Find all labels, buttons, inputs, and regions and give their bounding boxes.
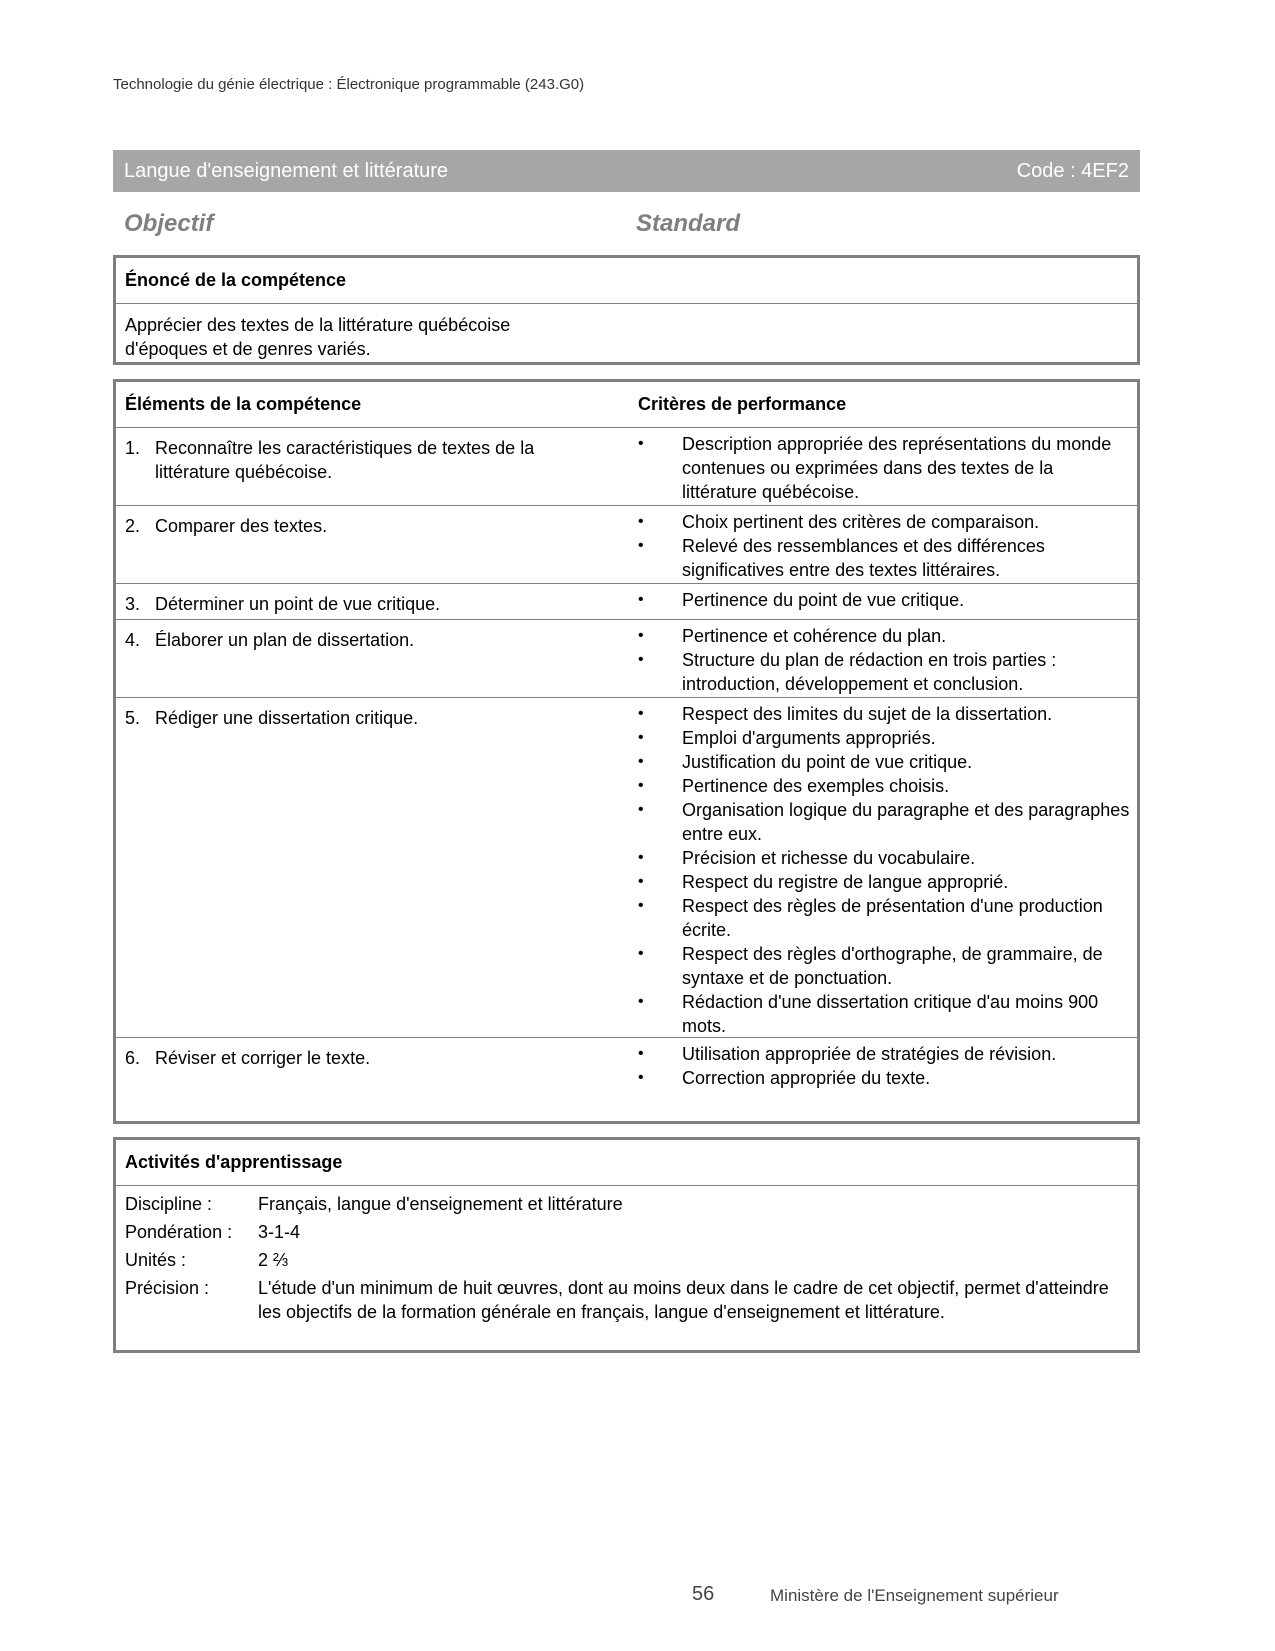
element-cell [125, 592, 595, 616]
criteria-heading: Critères de performance [638, 394, 847, 414]
criterion-text: Correction appropriée du texte. [682, 1068, 931, 1088]
bullet-icon: • [638, 627, 644, 644]
bullet-icon: • [638, 801, 644, 818]
bullet-icon: • [638, 849, 644, 866]
criterion-text: Respect des règles d'orthographe, de grammaire, de syntaxe et de ponctuation. [682, 944, 1103, 988]
elements-heading: Éléments de la compétence [125, 394, 362, 414]
criterion-item [638, 1042, 1133, 1066]
criterion-text: Description appropriée des représentations du monde contenues ou exprimées dans des textes de la littérature québécoise. [682, 434, 1112, 502]
activites-heading-row [116, 1140, 1137, 1186]
element-number: 3. [125, 594, 141, 614]
course-title: Langue d'enseignement et littérature [124, 159, 449, 182]
element-text: Rédiger une dissertation critique. [155, 708, 419, 728]
criteria-cell [638, 510, 1133, 582]
criterion-text: Pertinence du point de vue critique. [682, 590, 965, 610]
criterion-text: Respect des règles de présentation d'une production écrite. [682, 896, 1103, 940]
bullet-icon: • [638, 1045, 644, 1062]
criterion-item [638, 990, 1133, 1038]
enonce-text: Apprécier des textes de la littérature québécoise d'époques et de genres variés. [125, 315, 511, 359]
criteria-cell [638, 702, 1133, 1038]
criterion-item [638, 870, 1133, 894]
element-row [116, 506, 1137, 584]
element-cell [125, 514, 595, 538]
elements-heading-row [116, 382, 1137, 428]
elements-box [113, 379, 1140, 1124]
element-text: Comparer des textes. [155, 516, 328, 536]
bullet-icon: • [638, 729, 644, 746]
criterion-item [638, 432, 1133, 504]
page-number: 56 [692, 1583, 715, 1605]
objective-label: Objectif [124, 210, 214, 237]
criterion-item [638, 798, 1133, 846]
criterion-item [638, 510, 1133, 534]
element-cell [125, 436, 595, 484]
criterion-text: Respect du registre de langue approprié. [682, 872, 1009, 892]
criterion-item [638, 894, 1133, 942]
criterion-item [638, 942, 1133, 990]
activity-value: 3-1-4 [258, 1222, 301, 1242]
bullet-icon: • [638, 651, 644, 668]
criterion-item [638, 588, 1133, 612]
criterion-text: Structure du plan de rédaction en trois parties : introduction, développement et conclusion. [682, 650, 1057, 694]
criterion-item [638, 534, 1133, 582]
element-text: Réviser et corriger le texte. [155, 1048, 371, 1068]
bullet-icon: • [638, 1069, 644, 1086]
criterion-text: Organisation logique du paragraphe et des paragraphes entre eux. [682, 800, 1130, 844]
ministry-footer: Ministère de l'Enseignement supérieur [770, 1586, 1059, 1605]
criterion-item [638, 846, 1133, 870]
element-text: Élaborer un plan de dissertation. [155, 630, 415, 650]
activity-label: Pondération : [125, 1222, 233, 1242]
activity-line [125, 1248, 1128, 1272]
element-number: 5. [125, 708, 141, 728]
criterion-item [638, 774, 1133, 798]
activity-line [125, 1220, 1128, 1244]
enonce-heading: Énoncé de la compétence [125, 270, 347, 290]
criterion-text: Pertinence des exemples choisis. [682, 776, 950, 796]
element-number: 1. [125, 438, 141, 458]
bullet-icon: • [638, 945, 644, 962]
element-cell [125, 1046, 595, 1070]
element-number: 2. [125, 516, 141, 536]
activity-value: 2 ⅔ [258, 1250, 289, 1270]
bullet-icon: • [638, 513, 644, 530]
criterion-text: Utilisation appropriée de stratégies de révision. [682, 1044, 1057, 1064]
activites-box [113, 1137, 1140, 1353]
criterion-text: Justification du point de vue critique. [682, 752, 973, 772]
criteria-cell [638, 624, 1133, 696]
bullet-icon: • [638, 753, 644, 770]
standard-label: Standard [636, 210, 741, 237]
element-row [116, 1038, 1137, 1094]
element-cell [125, 628, 595, 652]
activity-label: Précision : [125, 1278, 210, 1298]
bullet-icon: • [638, 537, 644, 554]
criterion-text: Relevé des ressemblances et des différences significatives entre des textes littéraires. [682, 536, 1045, 580]
element-row [116, 620, 1137, 698]
element-text: Déterminer un point de vue critique. [155, 594, 441, 614]
activity-label: Unités : [125, 1250, 187, 1270]
bullet-icon: • [638, 705, 644, 722]
criterion-text: Emploi d'arguments appropriés. [682, 728, 936, 748]
objective-row [124, 210, 1134, 242]
criterion-item [638, 1066, 1133, 1090]
element-row [116, 698, 1137, 1038]
activites-heading: Activités d'apprentissage [125, 1152, 343, 1172]
criterion-item [638, 702, 1133, 726]
criterion-text: Rédaction d'une dissertation critique d'au moins 900 mots. [682, 992, 1099, 1036]
element-row [116, 584, 1137, 620]
bullet-icon: • [638, 591, 644, 608]
bullet-icon: • [638, 873, 644, 890]
bullet-icon: • [638, 435, 644, 452]
element-text: Reconnaître les caractéristiques de textes de la littérature québécoise. [155, 438, 535, 482]
criterion-item [638, 624, 1133, 648]
activity-value: L'étude d'un minimum de huit œuvres, dont au moins deux dans le cadre de cet objectif, permet d'atteindre les objectifs de la formation générale en français, langue d'enseignement et littérature. [258, 1278, 1109, 1322]
activity-line [125, 1192, 1128, 1216]
activity-label: Discipline : [125, 1194, 213, 1214]
activity-value: Français, langue d'enseignement et littérature [258, 1194, 623, 1214]
element-number: 4. [125, 630, 141, 650]
element-row [116, 428, 1137, 506]
bullet-icon: • [638, 777, 644, 794]
activites-body [116, 1186, 1137, 1334]
criterion-item [638, 750, 1133, 774]
enonce-heading-row [116, 258, 1137, 304]
element-number: 6. [125, 1048, 141, 1068]
criterion-text: Pertinence et cohérence du plan. [682, 626, 947, 646]
bullet-icon: • [638, 897, 644, 914]
criteria-cell [638, 588, 1133, 612]
enonce-box [113, 255, 1140, 365]
element-cell [125, 706, 595, 730]
course-code: Code : 4EF2 [1016, 159, 1129, 182]
criterion-text: Respect des limites du sujet de la dissertation. [682, 704, 1053, 724]
criterion-text: Précision et richesse du vocabulaire. [682, 848, 976, 868]
page-header: Technologie du génie électrique : Électronique programmable (243.G0) [113, 76, 585, 93]
elements-rows [116, 428, 1137, 1094]
criterion-item [638, 726, 1133, 750]
bullet-icon: • [638, 993, 644, 1010]
title-bar [113, 150, 1140, 192]
criteria-cell [638, 432, 1133, 504]
criteria-cell [638, 1042, 1133, 1090]
criterion-item [638, 648, 1133, 696]
activity-line [125, 1276, 1128, 1324]
criterion-text: Choix pertinent des critères de comparaison. [682, 512, 1040, 532]
